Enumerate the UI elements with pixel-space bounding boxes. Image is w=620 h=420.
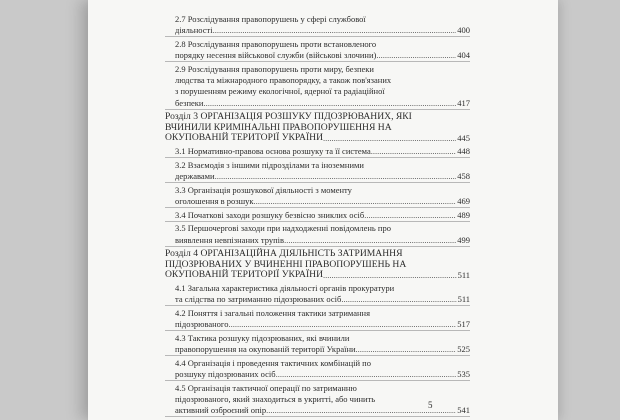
toc-subsection (165, 210, 470, 222)
toc-page-number: 489 (457, 209, 470, 220)
toc-page-number: 400 (457, 25, 470, 36)
toc-entry-text: 3.5 Першочергові заходи при надходженні повідомлень про (175, 223, 391, 234)
toc-entry-text: ВЧИНИЛИ КРИМІНАЛЬНІ ПРАВОПОРУШЕННЯ НА (165, 121, 392, 133)
toc-page-number: 525 (457, 343, 470, 354)
toc-entry-last-line (175, 369, 470, 380)
toc-entry-last-line (175, 344, 470, 355)
toc-entry-text: правопорушення на окупованій території України (175, 343, 356, 354)
dot-leader (284, 235, 456, 246)
book-page (88, 0, 558, 420)
toc-entry-last-line (175, 319, 470, 330)
toc-entry-last-line (175, 405, 470, 416)
toc-entry-text: порядку несення військової служби (військові злочини) (175, 50, 377, 61)
toc-entry-last-line (175, 98, 470, 109)
dot-leader (371, 146, 457, 157)
toc-entry-text: виявлення невпізнаних трупів (175, 234, 285, 245)
toc-page-number: 417 (457, 97, 470, 108)
toc-subsection (165, 358, 470, 381)
table-of-contents (165, 14, 470, 419)
dot-leader (203, 98, 456, 109)
toc-page-number: 458 (457, 170, 470, 181)
dot-leader (276, 369, 457, 380)
toc-entry-text: підозрюваного (175, 318, 229, 329)
toc-page-number: 469 (457, 195, 470, 206)
toc-subsection (165, 160, 470, 183)
toc-entry-text: людства та міжнародного правопорядку, а також пов'язаних (175, 75, 392, 86)
toc-entry-last-line (165, 133, 470, 144)
toc-subsection (165, 39, 470, 62)
dot-leader (356, 344, 457, 355)
toc-entry-last-line (175, 146, 470, 157)
toc-entry-last-line (175, 294, 470, 305)
toc-entry-text: 4.5 Організація тактичної операції по затриманню (175, 382, 357, 393)
toc-entry-text: 2.9 Розслідування правопорушень проти миру, безпеки (175, 64, 374, 74)
toc-entry-text: активний озброєний опір (175, 405, 267, 416)
dot-leader (213, 25, 457, 36)
toc-entry-text: Розділ 4 ОРГАНІЗАЦІЙНА ДІЯЛЬНІСТЬ ЗАТРИМАННЯ (165, 247, 403, 259)
toc-subsection (165, 283, 470, 306)
toc-entry-text: та слідства по затриманню підозрюваних осіб (175, 293, 342, 304)
toc-page-number: 511 (457, 293, 470, 304)
toc-page-number: 404 (457, 50, 470, 61)
toc-entry-text: розшуку підозрюваних осіб (175, 368, 276, 379)
toc-entry-text: 4.3 Тактика розшуку підозрюваних, які вчинили (175, 332, 350, 343)
toc-entry-text: 4.1 Загальна характеристика діяльності органів прокуратури (175, 282, 395, 293)
toc-subsection (165, 223, 470, 246)
toc-subsection (165, 14, 470, 37)
toc-section (165, 112, 470, 144)
toc-entry-last-line (175, 235, 470, 246)
toc-entry-text: оголошення в розшук (175, 195, 254, 206)
toc-entry-text: ОКУПОВАНІЙ ТЕРИТОРІЇ УКРАЇНИ (165, 132, 324, 144)
toc-subsection (165, 308, 470, 331)
toc-entry-text: 3.3 Організація розшукової діяльності з моменту (175, 184, 352, 195)
toc-page-number: 511 (457, 270, 470, 281)
toc-entry-last-line (175, 25, 470, 36)
toc-entry-text: 3.1 Нормативно-правова основа розшуку та її система (175, 145, 371, 156)
toc-entry-text: безпеки (175, 97, 204, 108)
toc-entry-text: ПІДОЗРЮВАНИХ У ВЧИНЕННІ ПРАВОПОРУШЕНЬ НА (165, 258, 407, 270)
toc-page-number: 445 (457, 133, 470, 144)
toc-page-number: 448 (457, 145, 470, 156)
dot-leader (376, 50, 456, 61)
page-number: 5 (428, 400, 433, 410)
toc-entry-text: з порушенням режиму екологічної, ядерної та радіаційної (175, 86, 385, 97)
toc-page-number: 541 (457, 405, 470, 416)
toc-entry-text: Розділ 3 ОРГАНІЗАЦІЯ РОЗШУКУ ПІДОЗРЮВАНИХ, ЯКІ (165, 110, 412, 122)
dot-leader (341, 294, 456, 305)
toc-entry-last-line (175, 210, 470, 221)
toc-entry-text: діяльності (175, 25, 213, 36)
toc-entry-last-line (175, 196, 470, 207)
toc-subsection (165, 146, 470, 158)
toc-entry-last-line (175, 50, 470, 61)
toc-subsection (165, 185, 470, 208)
dot-leader (323, 133, 456, 144)
toc-entry-text: 3.4 Початкові заходи розшуку безвісно зниклих осіб (175, 209, 365, 220)
toc-entry-text: 2.7 Розслідування правопорушень у сфері службової (175, 14, 366, 24)
toc-page-number: 535 (457, 368, 470, 379)
toc-entry-text: державами (175, 170, 215, 181)
toc-page-number: 499 (457, 234, 470, 245)
toc-entry-text: підозрюваного, який знаходиться в укритті, або чинить (175, 393, 376, 404)
dot-leader (228, 319, 456, 330)
toc-subsection (165, 64, 470, 110)
toc-subsection (165, 333, 470, 356)
dot-leader (254, 196, 457, 207)
toc-entry-last-line (175, 171, 470, 182)
toc-entry-text: 4.2 Поняття і загальні положення тактики затримання (175, 307, 370, 318)
toc-entry-text: 3.2 Взаємодія з іншими підрозділами та іноземними (175, 159, 364, 170)
toc-page-number: 517 (457, 318, 470, 329)
toc-entry-last-line (165, 270, 470, 281)
toc-entry-text: 4.4 Організація і проведення тактичних комбінацій по (175, 357, 371, 368)
dot-leader (215, 171, 457, 182)
toc-section (165, 249, 470, 281)
toc-subsection (165, 383, 470, 418)
dot-leader (323, 270, 457, 281)
toc-entry-text: ОКУПОВАНІЙ ТЕРИТОРІЇ УКРАЇНИ (165, 269, 324, 281)
toc-entry-text: 2.8 Розслідування правопорушень проти встановленого (175, 39, 377, 49)
dot-leader (364, 210, 456, 221)
